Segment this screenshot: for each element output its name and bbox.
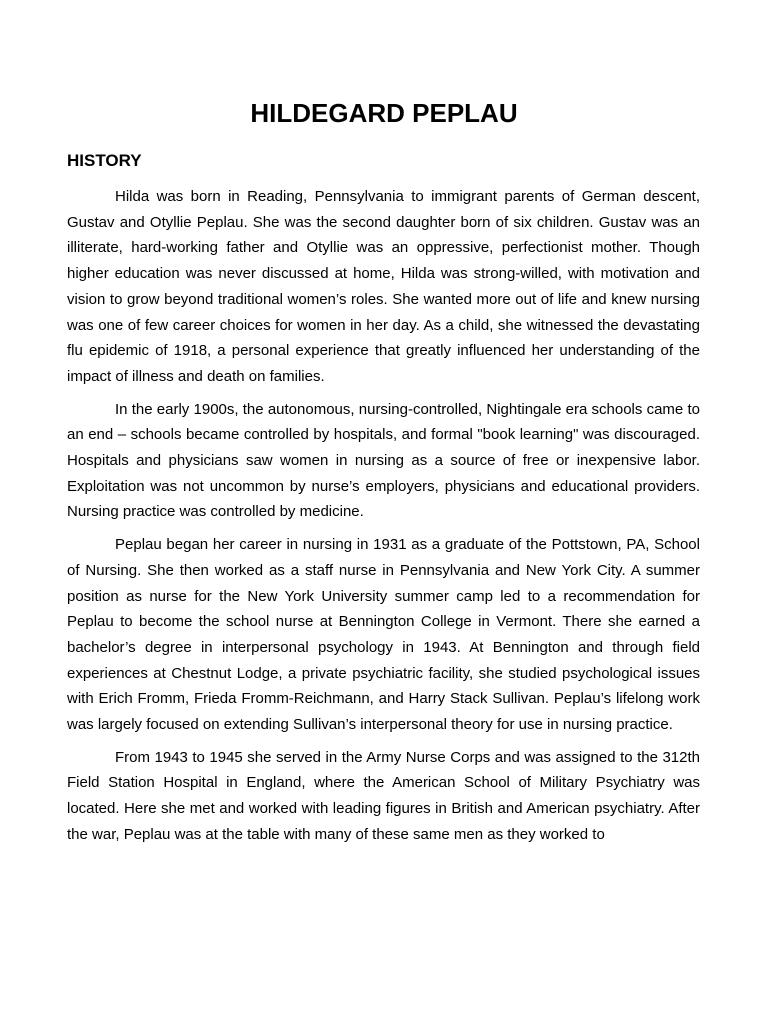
section-heading-history: HISTORY: [67, 151, 142, 170]
paragraph-army-service: From 1943 to 1945 she served in the Army Nurse Corps and was assigned to the 312th Field Station Hospital in England, where the American School of Military Psychiatry was located. Here she met and worked with leading figures in British and American psychiatry. After the war, Peplau was at the table with many of these same men as they worked to: [67, 748, 700, 843]
paragraph-career-start: Peplau began her career in nursing in 1931 as a graduate of the Pottstown, PA, School of Nursing. She then worked as a staff nurse in Pennsylvania and New York City. A summer position as nurse for the New York University summer camp led to a recommendation for Peplau to become the school nurse at Bennington College in Vermont. There she earned a bachelor’s degree in interpersonal psychology in 1943. At Bennington and through field experiences at Chestnut Lodge, a private psychiatric facility, she studied psychological issues with Erich Fromm, Frieda Fromm-Reichmann, and Harry Stack Sullivan. Peplau’s lifelong work was largely focused on extending Sullivan’s interpersonal theory for use in nursing practice.: [67, 536, 700, 734]
page-title: HILDEGARD PEPLAU: [250, 98, 518, 128]
paragraph-nursing-context: In the early 1900s, the autonomous, nursing-controlled, Nightingale era schools came to an end – schools became controlled by hospitals, and formal "book learning" was discouraged. Hospitals and physicians saw women in nursing as a source of free or inexpensive labor. Exploitation was not uncommon by nurse’s employers, physicians and educational providers. Nursing practice was controlled by medicine.: [67, 400, 700, 521]
body-text: [67, 184, 700, 855]
paragraph-early-life: Hilda was born in Reading, Pennsylvania to immigrant parents of German descent, Gustav and Otyllie Peplau. She was the second daughter born of six children. Gustav was an illiterate, hard-working father and Otyllie was an oppressive, perfectionist mother. Though higher education was never discussed at home, Hilda was strong-willed, with motivation and vision to grow beyond traditional women’s roles. She wanted more out of life and knew nursing was one of few career choices for women in her day. As a child, she witnessed the devastating flu epidemic of 1918, a personal experience that greatly influenced her understanding of the impact of illness and death on families.: [67, 188, 700, 385]
